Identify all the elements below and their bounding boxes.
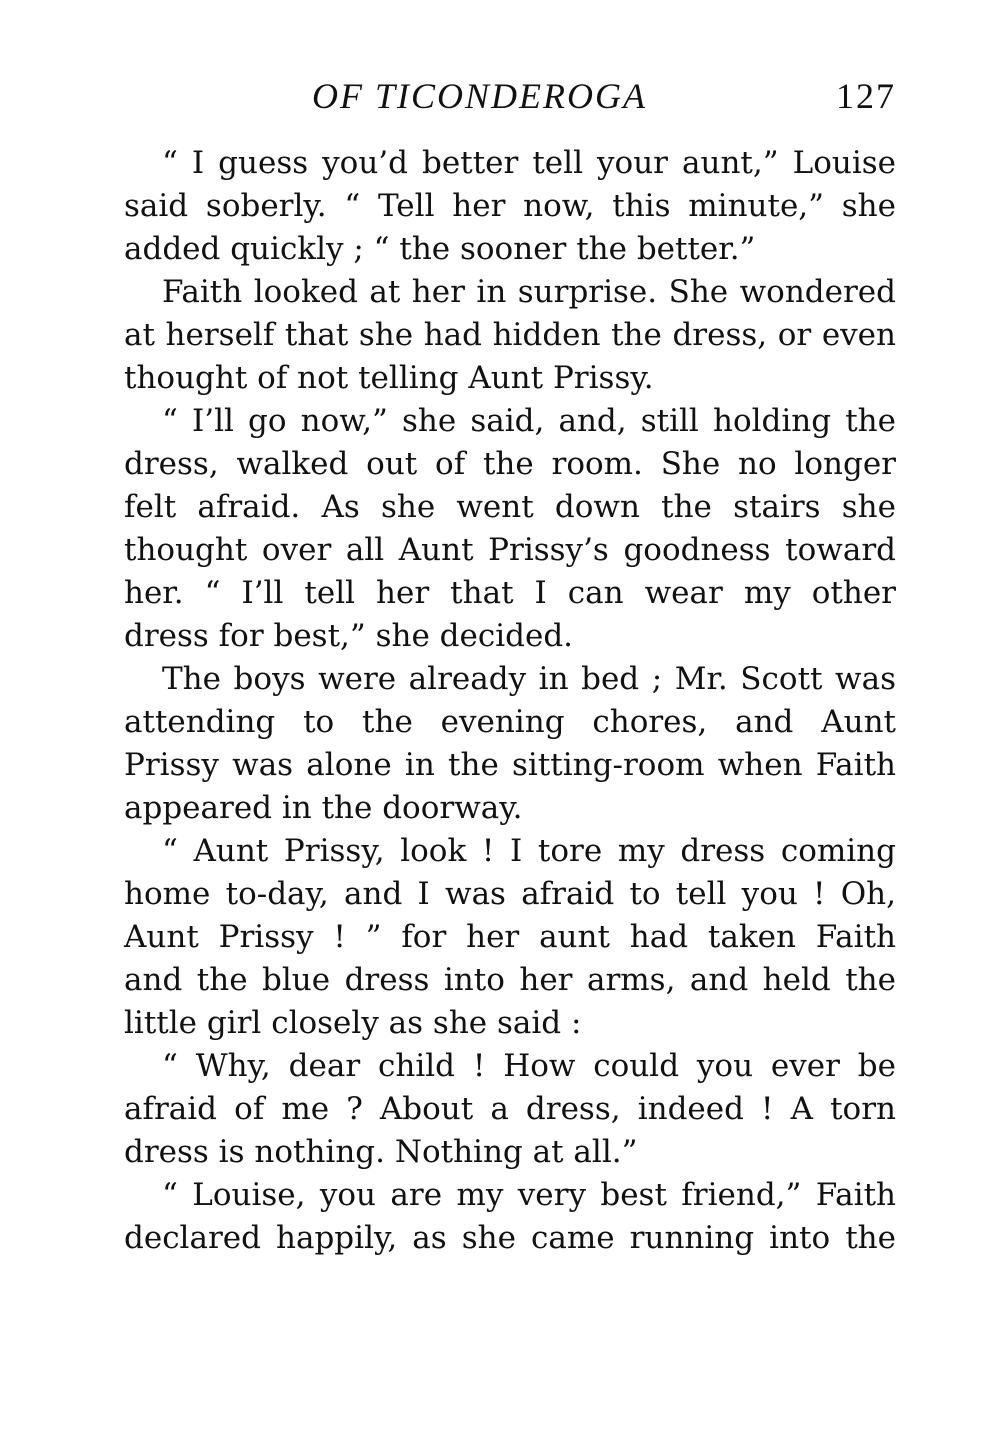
text-line: dress for best,” she decided. (124, 618, 574, 654)
text-line: Aunt Prissy ! ” for her aunt had taken Faith (124, 919, 896, 955)
text-line: attending to the evening chores, and Aunt (124, 704, 896, 740)
text-line: The boys were already in bed ; Mr. Scott was (162, 661, 896, 697)
text-line: said soberly. “ Tell her now, this minute,” she (124, 188, 896, 224)
running-head-title: OF TICONDEROGA (312, 76, 647, 116)
running-head (0, 72, 1000, 120)
text-line: “ I guess you’d better tell your aunt,” Louise (162, 145, 896, 181)
body-text (124, 142, 896, 1260)
text-line: “ I’ll go now,” she said, and, still holding the (162, 403, 896, 439)
text-line: her. “ I’ll tell her that I can wear my other (124, 575, 896, 611)
text-line: dress, walked out of the room. She no longer (124, 446, 896, 482)
text-line: “ Louise, you are my very best friend,” Faith (162, 1177, 896, 1213)
text-line: dress is nothing. Nothing at all.” (124, 1134, 638, 1170)
text-line: afraid of me ? About a dress, indeed ! A torn (124, 1091, 896, 1127)
text-line: Faith looked at her in surprise. She wondered (162, 274, 896, 310)
text-line: added quickly ; “ the sooner the better.” (124, 231, 756, 267)
text-line: declared happily, as she came running into the (124, 1220, 896, 1256)
text-line: felt afraid. As she went down the stairs she (124, 489, 896, 525)
text-line: thought of not telling Aunt Prissy. (124, 360, 654, 396)
text-line: “ Why, dear child ! How could you ever be (162, 1048, 896, 1084)
text-line: “ Aunt Prissy, look ! I tore my dress coming (162, 833, 896, 869)
text-line: at herself that she had hidden the dress, or even (124, 317, 896, 353)
text-line: home to-day, and I was afraid to tell you ! Oh, (124, 876, 896, 912)
text-line: thought over all Aunt Prissy’s goodness toward (124, 532, 896, 568)
text-line: Prissy was alone in the sitting-room when Faith (124, 747, 896, 783)
text-line: appeared in the doorway. (124, 790, 523, 826)
text-line: little girl closely as she said : (124, 1005, 582, 1041)
page-number: 127 (836, 76, 896, 116)
text-line: and the blue dress into her arms, and held the (124, 962, 896, 998)
